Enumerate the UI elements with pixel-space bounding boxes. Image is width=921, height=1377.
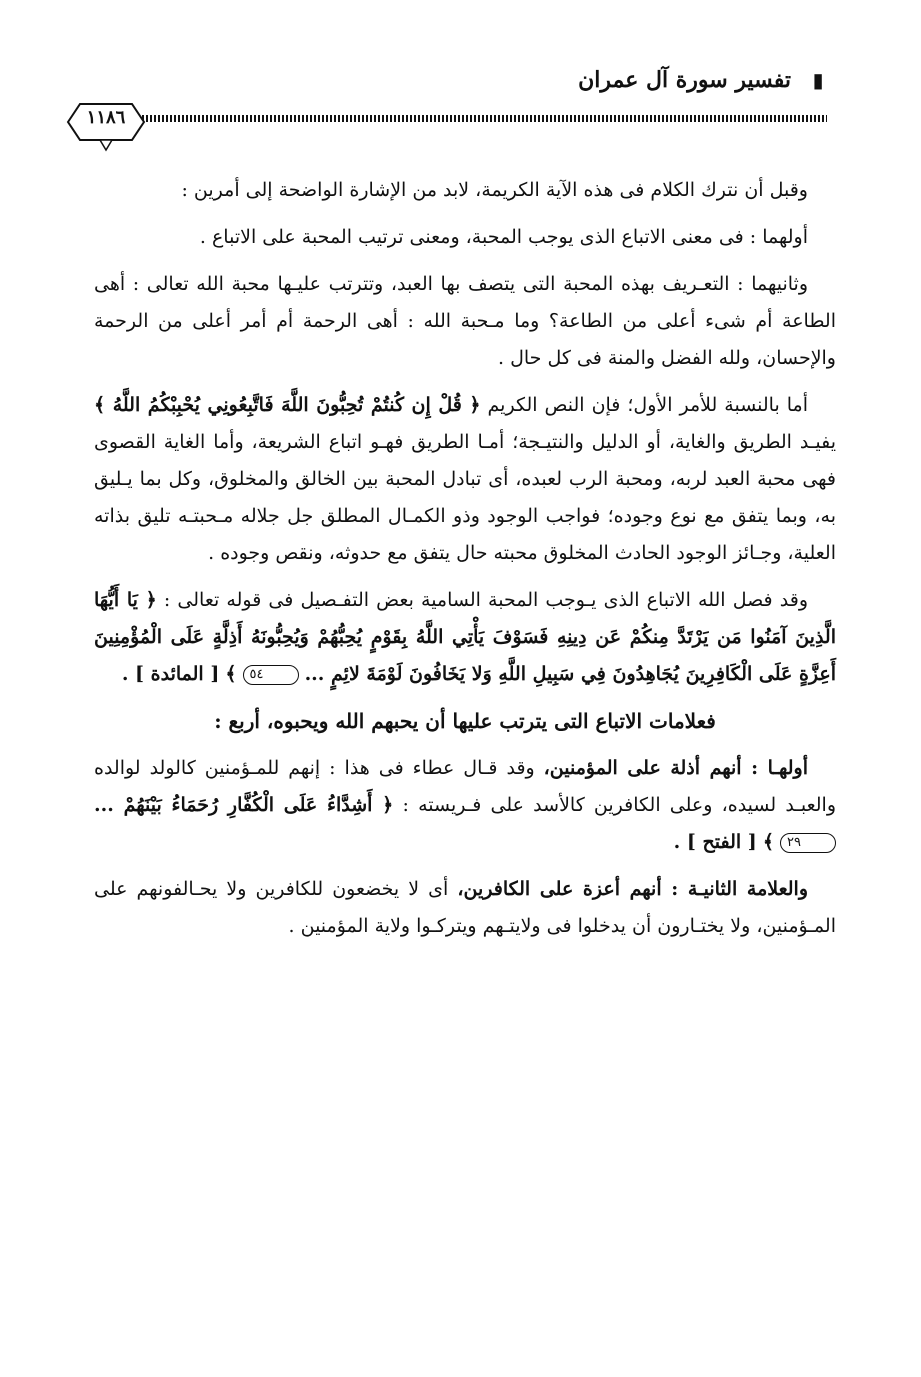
quran-verse: ﴿ قُلْ إِن كُنتُمْ تُحِبُّونَ اللَّهَ فَاتَّبِعُونِي يُحْبِبْكُمُ اللَّهُ ﴾ xyxy=(94,394,481,416)
sign-lead: أولهـا : أنهم أذلة على المؤمنين، xyxy=(543,757,808,779)
section-heading: فعلامات الاتباع التى يترتب عليها أن يحبهم الله ويحبوه، أربع : xyxy=(214,709,716,733)
page-number-badge xyxy=(60,92,152,152)
ayah-number-badge: ٥٤ xyxy=(243,665,299,685)
header-rule xyxy=(118,115,827,122)
running-header xyxy=(60,62,829,98)
ornament-icon: ▮ xyxy=(812,68,824,92)
paragraph xyxy=(94,387,836,572)
text-run: أى لا يخضعون للكافرين ولا يحـالفونهم على المـؤمنين، ولا يختـارون أن يدخلوا فى ولايتـهم ويتركـوا ولاية المؤمنين . xyxy=(94,878,836,937)
text-run: وقد قـال عطاء فى هذا : إنهم للمـؤمنين كالولد لوالده والعبـد لسيده، وعلى الكافرين كالأسد على فـريسته : xyxy=(94,757,836,816)
sign-lead: والعلامة الثانيـة : أنهم أعزة على الكافرين، xyxy=(457,878,809,900)
text-run: يفيـد الطريق والغاية، أو الدليل والنتيـجة؛ أمـا الطريق فهـو اتباع الشريعة، وأما الغاية القصوى فهى محبة العبد لربه، ومحبة الرب لعبده، أى تبادل المحبة بين الخالق والمخلوق، وكل بما يـليق به، وبما يتفق مع نوع وجوده؛ فواجب الوجود وذو الكمـال المطلق جل جلاله مـحبتـه تليق بذاته العلية، وجـائز الوجود الحادث المخلوق محبته حال يتفق مع حدوثه، ونقص وجوده . xyxy=(94,431,836,564)
text-run: أما بالنسبة للأمر الأول؛ فإن النص الكريم xyxy=(487,394,808,416)
quran-close-bracket: ﴾ xyxy=(762,831,774,853)
paragraph xyxy=(94,582,836,693)
paragraph xyxy=(94,871,836,945)
body-text xyxy=(94,172,836,955)
text-run: وقد فصل الله الاتباع الذى يـوجب المحبة السامية بعض التفـصيل فى قوله تعالى : xyxy=(163,589,809,611)
ayah-number-badge: ٢٩ xyxy=(780,833,836,853)
page-title: تفسير سورة آل عمران xyxy=(578,67,791,93)
paragraph: وثانيهما : التعـريف بهذه المحبة التى يتصف بها العبد، وتترتب عليـها محبة الله تعالى : أهى الطاعة أم شىء أعلى من الطاعة؟ وما مـحبة الله : أهى الرحمة أم أمر أعلى من الرحمة والإحسان، ولله الفضل والمنة فى كل حال . xyxy=(94,273,836,369)
paragraph: أولهما : فى معنى الاتباع الذى يوجب المحبة، ومعنى ترتيب المحبة على الاتباع . xyxy=(199,226,808,248)
sura-reference: [ الفتح ] . xyxy=(673,831,757,853)
page-number: ١١٨٦ xyxy=(86,107,126,128)
quran-close-bracket: ﴾ xyxy=(225,663,237,685)
quran-verse: ﴿ أَشِدَّاءُ عَلَى الْكُفَّارِ رُحَمَاءُ بَيْنَهُمْ ... xyxy=(94,794,394,816)
sura-reference: [ المائدة ] . xyxy=(121,663,220,685)
paragraph xyxy=(94,750,836,861)
paragraph: وقبل أن نترك الكلام فى هذه الآية الكريمة، لابد من الإشارة الواضحة إلى أمرين : xyxy=(181,179,808,201)
quran-verse: ﴿ يَا أَيُّهَا الَّذِينَ آمَنُوا مَن يَرْتَدَّ مِنكُمْ عَن دِينِهِ فَسَوْفَ يَأْتِي اللَّهُ بِقَوْمٍ يُحِبُّهُمْ وَيُحِبُّونَهُ أَذِلَّةٍ عَلَى الْمُؤْمِنِينَ أَعِزَّةٍ عَلَى الْكَافِرِينَ يُجَاهِدُونَ فِي سَبِيلِ اللَّهِ وَلا يَخَافُونَ لَوْمَةَ لائِمٍ ... xyxy=(94,589,836,685)
